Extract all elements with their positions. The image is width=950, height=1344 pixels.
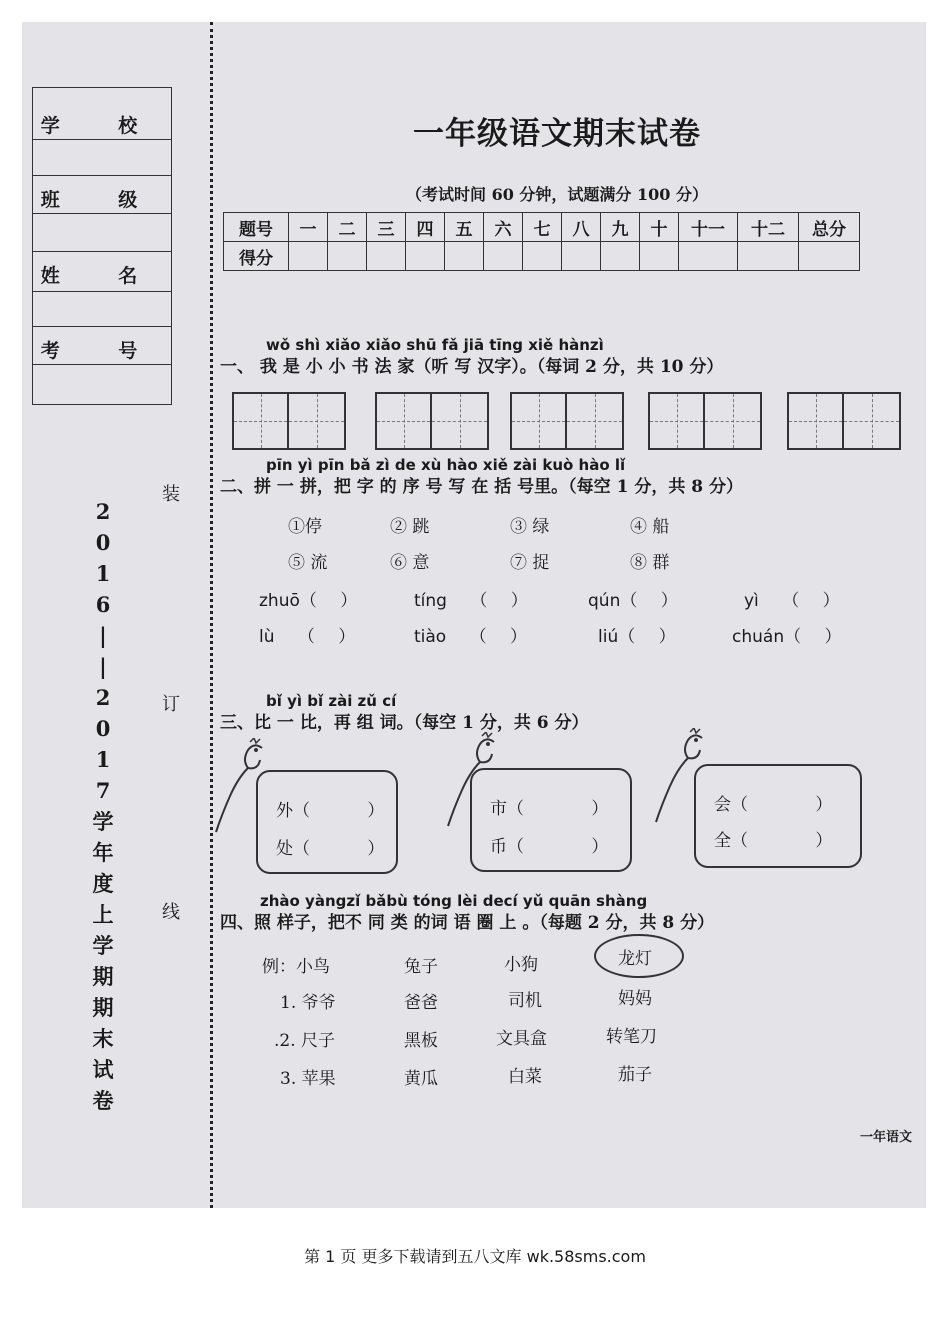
score-header-cell: 四 — [406, 213, 445, 242]
exam-sheet — [22, 22, 926, 1208]
q2-blank[interactable]: tiào （ ） — [414, 627, 528, 647]
score-header-cell: 二 — [328, 213, 367, 242]
score-table-header-row — [224, 213, 860, 242]
score-header-cell: 七 — [523, 213, 562, 242]
writing-grid-5[interactable] — [787, 392, 901, 450]
info-divider — [33, 251, 171, 252]
score-cell[interactable] — [799, 242, 860, 271]
writing-grid-2[interactable] — [375, 392, 489, 450]
q2-char: ② 跳 — [390, 517, 430, 537]
score-header-cell: 八 — [562, 213, 601, 242]
score-cell[interactable] — [445, 242, 484, 271]
exam-subtitle: （考试时间 60 分钟，试题满分 100 分） — [406, 185, 708, 204]
score-header-cell: 九 — [601, 213, 640, 242]
q4-word-circled: 龙灯 — [618, 949, 652, 969]
year-char: 学 — [92, 933, 114, 958]
score-cell[interactable] — [289, 242, 328, 271]
score-header-cell: 十 — [640, 213, 679, 242]
compare-blank[interactable]: 会（ ） — [714, 795, 833, 815]
score-header-cell: 五 — [445, 213, 484, 242]
year-char: 期 — [92, 964, 114, 989]
q2-char: ④ 船 — [630, 517, 670, 537]
writing-grid-3[interactable] — [510, 392, 624, 450]
score-row-label: 得分 — [224, 242, 289, 271]
info-divider — [33, 213, 171, 214]
q1-pinyin: wǒ shì xiǎo xiǎo shū fǎ jiā tīng xiě hànzì — [266, 336, 604, 354]
year-char: 学 — [92, 809, 114, 834]
score-table — [223, 212, 860, 271]
school-label: 学 校 — [40, 115, 164, 137]
q4-word[interactable]: .2. 尺子 — [274, 1031, 336, 1051]
score-cell[interactable] — [328, 242, 367, 271]
score-header-cell: 十一 — [679, 213, 738, 242]
q2-char: ⑤ 流 — [288, 553, 328, 573]
binding-mark-zhuang: 装 — [162, 484, 180, 505]
compare-blank[interactable]: 全（ ） — [714, 831, 833, 851]
q4-word: 小狗 — [504, 955, 538, 975]
q4-word[interactable]: 3. 苹果 — [280, 1069, 336, 1089]
info-divider — [33, 139, 171, 140]
q2-blank[interactable]: liú（ ） — [598, 627, 676, 647]
info-divider — [33, 291, 171, 292]
year-char: 0 — [95, 530, 111, 555]
q4-word[interactable]: 文具盒 — [496, 1029, 547, 1049]
score-header-cell: 题号 — [224, 213, 289, 242]
corner-subject-label: 一年语文 — [860, 1130, 913, 1145]
q4-word[interactable]: 黄瓜 — [404, 1069, 438, 1089]
year-char: 2 — [95, 685, 111, 710]
q4-word[interactable]: 1. 爷爷 — [280, 993, 336, 1013]
score-header-cell: 总分 — [799, 213, 860, 242]
vertical-year-title — [85, 496, 121, 1116]
q4-pinyin: zhào yàngzǐ bǎbù tóng lèi decí yǔ quān shàng — [260, 892, 648, 910]
q4-word[interactable]: 司机 — [508, 991, 542, 1011]
q2-char: ③ 绿 — [510, 517, 550, 537]
year-char: 期 — [92, 995, 114, 1020]
q4-heading: 四、照 样子，把不 同 类 的词 语 圈 上 。（每题 2 分，共 8 分） — [220, 913, 715, 933]
year-char: 2 — [95, 499, 111, 524]
score-cell[interactable] — [484, 242, 523, 271]
info-divider — [33, 175, 171, 176]
q4-word[interactable]: 爸爸 — [404, 993, 438, 1013]
q2-blank[interactable]: yì （ ） — [744, 591, 840, 611]
score-header-cell: 十二 — [738, 213, 799, 242]
q2-blank[interactable]: qún（ ） — [588, 591, 678, 611]
exam-title: 一年级语文期末试卷 — [413, 116, 701, 152]
score-cell[interactable] — [562, 242, 601, 271]
q3-pinyin: bǐ yì bǐ zài zǔ cí — [266, 692, 397, 710]
writing-grid-4[interactable] — [648, 392, 762, 450]
binding-mark-xian: 线 — [162, 902, 180, 923]
exam-number-label: 考 号 — [40, 340, 164, 362]
year-char: 1 — [95, 747, 111, 772]
binding-mark-ding: 订 — [162, 694, 180, 715]
score-cell[interactable] — [640, 242, 679, 271]
info-divider — [33, 364, 171, 365]
year-char: 卷 — [92, 1088, 114, 1113]
score-cell[interactable] — [679, 242, 738, 271]
score-cell[interactable] — [738, 242, 799, 271]
class-label: 班 级 — [40, 189, 164, 211]
score-cell[interactable] — [406, 242, 445, 271]
compare-blank[interactable]: 外（ ） — [276, 801, 385, 821]
q4-word[interactable]: 黑板 — [404, 1031, 438, 1051]
year-char: | — [99, 623, 107, 648]
year-char: 0 — [95, 716, 111, 741]
q1-heading: 一、 我 是 小 小 书 法 家（听 写 汉字）。（每词 2 分，共 10 分） — [220, 357, 724, 377]
year-char: 度 — [92, 871, 114, 896]
page-footer: 第 1 页 更多下载请到五八文库 wk.58sms.com — [304, 1247, 646, 1266]
q4-word[interactable]: 妈妈 — [618, 989, 652, 1009]
q2-blank[interactable]: tíng （ ） — [414, 591, 528, 611]
q2-pinyin: pīn yì pīn bǎ zì de xù hào xiě zài kuò hào lǐ — [266, 456, 626, 474]
year-char: | — [99, 654, 107, 679]
name-label: 姓 名 — [40, 265, 164, 287]
compare-box-3 — [694, 764, 862, 868]
compare-box-1 — [256, 770, 398, 874]
year-char: 年 — [92, 840, 114, 865]
year-char: 上 — [92, 902, 114, 927]
q2-blank[interactable]: lù （ ） — [259, 627, 356, 647]
q2-char: ⑧ 群 — [630, 553, 670, 573]
score-cell[interactable] — [601, 242, 640, 271]
compare-blank[interactable]: 市（ ） — [490, 799, 609, 819]
writing-grid-1[interactable] — [232, 392, 346, 450]
q2-char: ⑦ 捉 — [510, 553, 550, 573]
q4-word: 兔子 — [404, 957, 438, 977]
q4-word[interactable]: 转笔刀 — [606, 1027, 657, 1047]
q4-word[interactable]: 茄子 — [618, 1065, 652, 1085]
q2-blank[interactable]: chuán（ ） — [732, 627, 842, 647]
score-table-score-row — [224, 242, 860, 271]
binding-dotted-line — [210, 22, 213, 1208]
year-char: 7 — [95, 778, 111, 803]
q4-word: 例：小鸟 — [262, 957, 330, 977]
year-char: 末 — [92, 1026, 114, 1051]
q2-blank[interactable]: zhuō（ ） — [259, 591, 358, 611]
compare-box-2 — [470, 768, 632, 872]
year-char: 1 — [95, 561, 111, 586]
q4-word[interactable]: 白菜 — [508, 1067, 542, 1087]
compare-blank[interactable]: 币（ ） — [490, 837, 609, 857]
q2-heading: 二、拼 一 拼，把 字 的 序 号 写 在 括 号里。（每空 1 分，共 8 分） — [220, 477, 744, 497]
q2-char: ⑥ 意 — [390, 553, 430, 573]
score-cell[interactable] — [523, 242, 562, 271]
score-header-cell: 一 — [289, 213, 328, 242]
student-info-box — [32, 87, 172, 405]
q2-char: ①停 — [288, 517, 322, 537]
score-header-cell: 六 — [484, 213, 523, 242]
compare-blank[interactable]: 处（ ） — [276, 839, 385, 859]
year-char: 6 — [95, 592, 111, 617]
score-cell[interactable] — [367, 242, 406, 271]
year-char: 试 — [92, 1057, 114, 1082]
info-divider — [33, 326, 171, 327]
q3-heading: 三、比 一 比，再 组 词。（每空 1 分，共 6 分） — [220, 713, 589, 733]
score-header-cell: 三 — [367, 213, 406, 242]
